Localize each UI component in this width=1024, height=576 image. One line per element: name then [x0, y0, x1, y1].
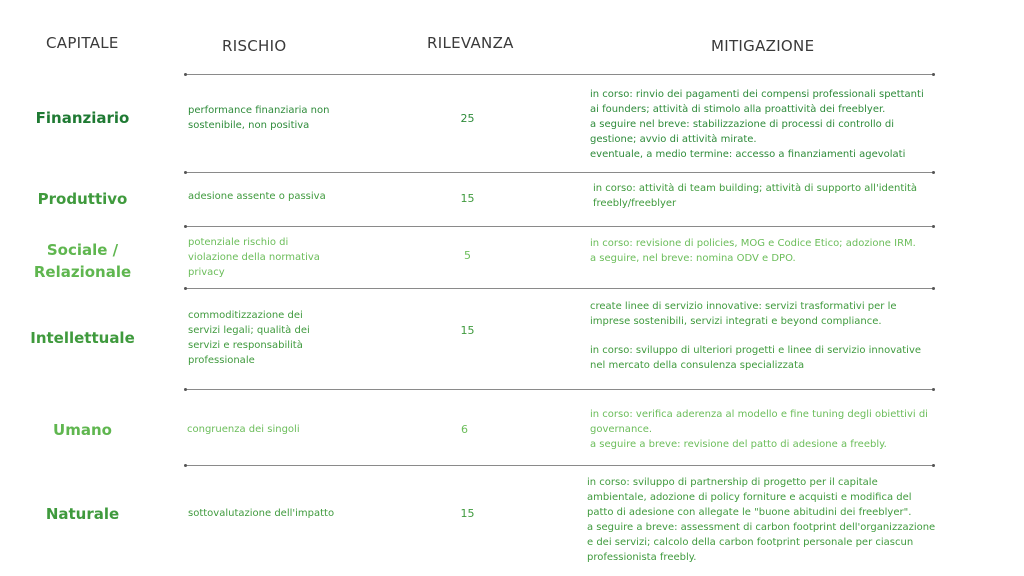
rilevanza-naturale: 15	[460, 507, 475, 520]
rischio-naturale: sottovalutazione dell'impatto	[188, 508, 335, 519]
mitigazione-intellettuale	[590, 299, 935, 373]
header-rischio: RISCHIO	[222, 37, 287, 55]
mitigazione-item: in corso: attività di team building; attività di supporto all'identità freebly/freeblyer	[593, 183, 918, 209]
mitigazione-item: a seguire a breve: assessment di carbon footprint dell'organizzazione e dei servizi; calcolo della carbon footprint personale per ciascun professionista freebly.	[587, 522, 936, 563]
capitale-line: Sociale /	[46, 241, 119, 259]
row-divider	[185, 389, 934, 390]
mitigazione-sociale	[590, 236, 935, 266]
rischio-sociale: potenziale rischio di violazione della normativa privacy	[188, 237, 320, 278]
rischio-intellettuale: commoditizzazione dei servizi legali; qualità dei servizi e responsabilità professionale	[188, 310, 310, 366]
mitigazione-item: a seguire, nel breve: nomina ODV e DPO.	[590, 253, 796, 264]
capitale-intellettuale: Intellettuale	[30, 329, 135, 347]
rilevanza-sociale: 5	[464, 249, 471, 262]
rischio-produttivo: adesione assente o passiva	[188, 191, 326, 202]
mitigazione-item: in corso: verifica aderenza al modello e fine tuning degli obiettivi di governance.	[590, 409, 928, 435]
rischio-umano: congruenza dei singoli	[187, 424, 300, 435]
mitigazione-item: in corso: revisione di policies, MOG e Codice Etico; adozione IRM.	[590, 238, 916, 249]
capitale-line: Relazionale	[33, 263, 132, 281]
header-mitigazione: MITIGAZIONE	[711, 37, 815, 55]
header-rilevanza: RILEVANZA	[427, 34, 514, 52]
mitigazione-item: eventuale, a medio termine: accesso a finanziamenti agevolati	[590, 149, 906, 160]
mitigazione-umano	[590, 407, 935, 452]
capitale-sociale-relazionale	[20, 239, 145, 283]
rilevanza-finanziario: 25	[460, 112, 475, 125]
row-divider	[185, 465, 934, 466]
rilevanza-umano: 6	[461, 423, 468, 436]
row-divider	[185, 226, 934, 227]
mitigazione-item: a seguire a breve: revisione del patto di adesione a freebly.	[590, 439, 887, 450]
header-capitale: CAPITALE	[46, 34, 119, 52]
mitigazione-item: in corso: rinvio dei pagamenti dei compensi professionali spettanti ai founders; attività di stimolo alla proattività dei freeblyer.	[590, 89, 924, 115]
mitigazione-item: create linee di servizio innovative: servizi trasformativi per le imprese sostenibili, servizi integrati e beyond compliance.	[590, 301, 897, 327]
mitigazione-item: in corso: sviluppo di partnership di progetto per il capitale ambientale, adozione di policy forniture e acquisti e modifica del patto di adesione con allegate le "buone abitudini dei freeblyer".	[587, 477, 912, 518]
capitale-umano: Umano	[53, 421, 112, 439]
rischio-finanziario: performance finanziaria non sostenibile, non positiva	[188, 105, 330, 131]
mitigazione-item: in corso: sviluppo di ulteriori progetti e linee di servizio innovative nel mercato della consulenza specializzata	[590, 345, 922, 371]
row-divider	[185, 288, 934, 289]
row-divider	[185, 74, 934, 75]
mitigazione-finanziario	[590, 87, 935, 162]
row-divider	[185, 172, 934, 173]
mitigazione-item: a seguire nel breve: stabilizzazione di processi di controllo di gestione; avvio di attività mirate.	[590, 119, 895, 145]
capitale-produttivo: Produttivo	[37, 190, 128, 208]
mitigazione-produttivo	[593, 181, 923, 211]
mitigazione-naturale	[587, 475, 937, 565]
capitale-finanziario: Finanziario	[35, 109, 130, 127]
rilevanza-produttivo: 15	[460, 192, 475, 205]
capitale-naturale: Naturale	[45, 505, 120, 523]
rilevanza-intellettuale: 15	[460, 324, 475, 337]
